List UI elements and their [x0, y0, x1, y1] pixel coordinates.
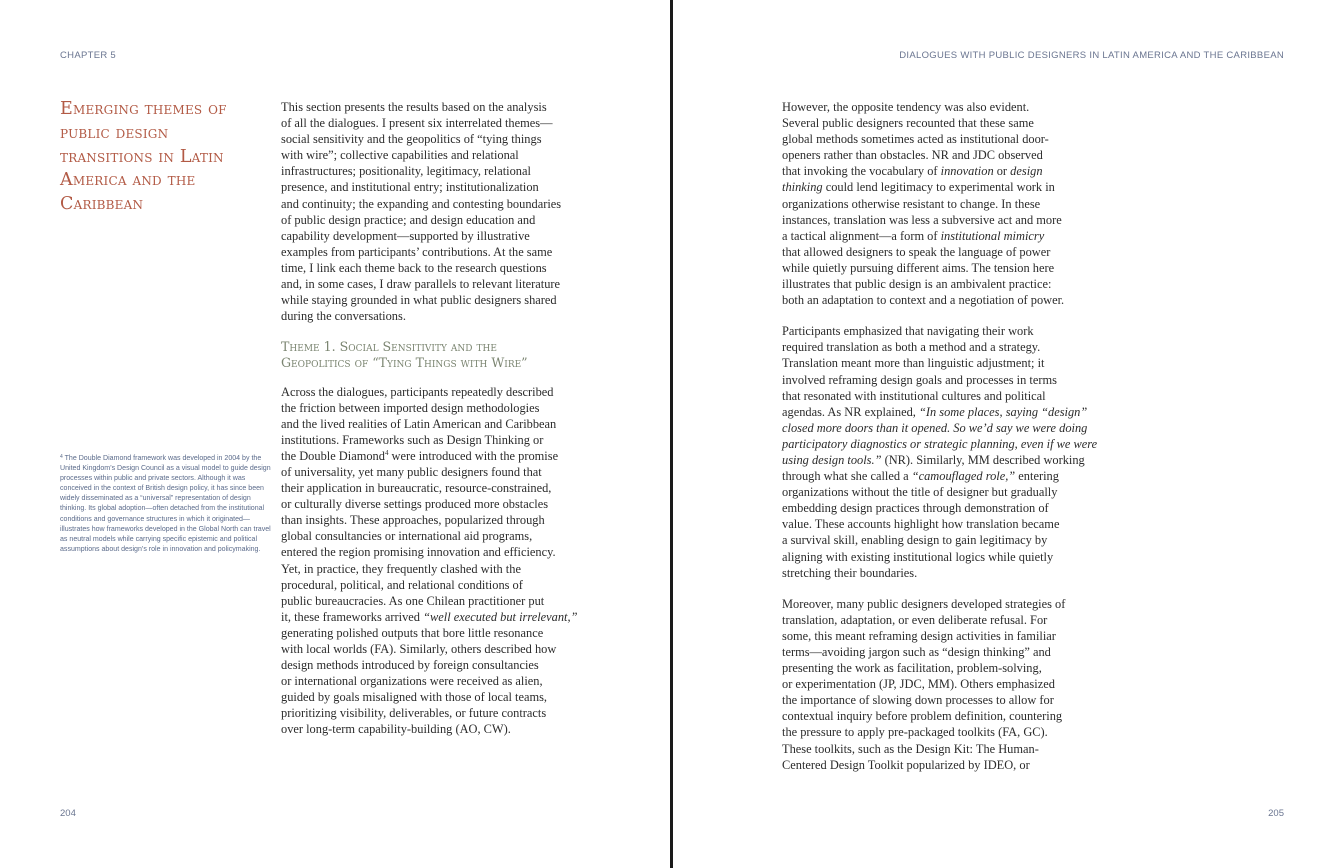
text-line: of all the dialogues. I present six interrelated themes— — [281, 116, 553, 131]
quote-italic: participatory diagnostics or strategic planning, even if we were — [782, 436, 1098, 451]
footnote — [60, 452, 272, 555]
text-line: their application in bureaucratic, resource-constrained, — [281, 481, 552, 496]
text-line: both an adaptation to context and a negotiation of power. — [782, 293, 1065, 308]
text-line — [782, 468, 1072, 484]
footnote-marker: 4 — [60, 454, 63, 460]
text-line: embedding design practices through demonstration of — [782, 501, 1049, 516]
text-line: prioritizing visibility, deliverables, or future contracts — [281, 706, 547, 721]
text-run: through what she called a — [782, 469, 912, 484]
text-line: Across the dialogues, participants repeatedly described — [281, 384, 554, 399]
text-line: presence, and institutional entry; institutionalization — [281, 180, 539, 195]
text-run: it, these frameworks arrived — [281, 609, 424, 624]
text-line: time, I link each theme back to the research questions — [281, 260, 547, 275]
text-line: with local worlds (FA). Similarly, others described how — [281, 642, 557, 656]
quote-italic: “well executed but irrelevant,” — [423, 609, 578, 624]
text-run: were introduced with the promise — [388, 448, 559, 463]
paragraph-opposite-tendency — [782, 99, 1072, 308]
text-line: procedural, political, and relational conditions of — [281, 577, 523, 592]
text-line — [782, 404, 1088, 420]
text-line: the pressure to apply pre-packaged toolkits (FA, GC). — [782, 725, 1048, 740]
page-number-right: 205 — [1268, 808, 1284, 819]
quote-italic: “In some places, saying “design” — [918, 404, 1088, 419]
text-line: the friction between imported design methodologies — [281, 400, 540, 415]
text-line: aligning with existing institutional logics while quietly — [782, 549, 1054, 564]
text-run: (NR). Similarly, MM described working — [881, 452, 1085, 467]
text-line: Moreover, many public designers developed strategies of — [782, 596, 1066, 611]
text-line: These toolkits, such as the Design Kit: The Human- — [782, 741, 1039, 756]
text-line: and continuity; the expanding and contesting boundaries — [281, 196, 562, 211]
text-line: of universality, yet many public designers found that — [281, 464, 542, 479]
text-run: could lend legitimacy to experimental work in — [822, 180, 1055, 195]
text-line: illustrates that public design is an ambivalent practice: — [782, 277, 1052, 292]
text-line: during the conversations. — [281, 309, 406, 324]
text-line: with wire”; collective capabilities and relational — [281, 148, 519, 163]
text-line: over long-term capability-building (AO, CW). — [281, 722, 511, 737]
text-line: and, in some cases, I draw parallels to relevant literature — [281, 277, 561, 292]
text-run: agendas. As NR explained, — [782, 404, 919, 419]
quote-italic: using design tools.” — [782, 452, 882, 467]
text-run: a tactical alignment—a form of — [782, 228, 941, 243]
text-line: Participants emphasized that navigating their work — [782, 324, 1034, 339]
running-head-right: DIALOGUES WITH PUBLIC DESIGNERS IN LATIN AMERICA AND THE CARIBBEAN — [899, 50, 1284, 61]
heading-line: Theme 1. Social Sensitivity and the — [281, 339, 497, 355]
text-line: the importance of slowing down processes to allow for — [782, 693, 1054, 708]
text-line: that resonated with institutional cultures and political — [782, 388, 1046, 403]
term-italic: institutional mimicry — [940, 228, 1045, 243]
text-line: public bureaucracies. As one Chilean practitioner put — [281, 593, 545, 608]
text-line: instances, translation was less a subversive act and more — [782, 212, 1062, 227]
theme-1-paragraph — [281, 384, 578, 738]
text-line: contextual inquiry before problem definition, countering — [782, 709, 1063, 724]
text-line: generating polished outputs that bore little resonance — [281, 625, 544, 640]
text-line: or culturally diverse settings produced more obstacles — [281, 497, 549, 512]
text-line — [782, 179, 1072, 195]
text-line — [281, 609, 578, 625]
text-line: that allowed designers to speak the language of power — [782, 244, 1051, 259]
text-line: guided by goals misaligned with those of local teams, — [281, 690, 548, 705]
text-line: translation, adaptation, or even deliberate refusal. For — [782, 612, 1048, 627]
right-body-column — [782, 99, 1098, 773]
text-line: capability development—supported by illustrative — [281, 228, 530, 243]
text-line: and the lived realities of Latin American and Caribbean — [281, 416, 557, 431]
text-line: infrastructures; positionality, legitimacy, relational — [281, 164, 531, 179]
text-line: presenting the work as facilitation, problem-solving, — [782, 661, 1042, 676]
text-line: of public design practice; and design education and — [281, 212, 536, 227]
text-run: or — [993, 164, 1011, 179]
left-page — [0, 0, 671, 868]
text-line: global consultancies or international aid programs, — [281, 529, 533, 544]
text-line: Several public designers recounted that these same — [782, 116, 1034, 131]
text-line: stretching their boundaries. — [782, 565, 918, 580]
theme-1-heading — [281, 339, 571, 370]
text-run: that invoking the vocabulary of — [782, 164, 941, 179]
page-number-left: 204 — [60, 808, 76, 819]
text-run: the Double Diamond — [281, 448, 385, 463]
text-line: involved reframing design goals and processes in terms — [782, 372, 1057, 387]
text-line: social sensitivity and the geopolitics of “tying things — [281, 132, 542, 147]
text-line: value. These accounts highlight how translation became — [782, 517, 1060, 532]
heading-line: Geopolitics of “Tying Things with Wire” — [281, 354, 528, 370]
text-line — [782, 420, 1088, 436]
footnote-text: The Double Diamond framework was developed in 2004 by the United Kingdom’s Design Council as a visual model to guide design processes within public and private sectors. Although it was conceived in the context of British design policy, it has since been widely disseminated as a “universal” representation of design thinking. Its global adoption—often detached from the institutional conditions and governance structures in which it originated—illustrates how frameworks developed in the Global North can travel as neutral models while carrying specific epistemic and political assumptions about design’s role in innovation and policymaking. — [60, 455, 271, 553]
term-italic: design — [1010, 164, 1043, 179]
text-line — [782, 228, 1072, 244]
text-line: This section presents the results based on the analysis — [281, 100, 547, 114]
running-head-left: CHAPTER 5 — [60, 50, 117, 61]
text-line: However, the opposite tendency was also evident. — [782, 100, 1030, 114]
paragraph-strategies — [782, 596, 1072, 773]
text-line: institutions. Frameworks such as Design Thinking or — [281, 432, 544, 447]
text-line: Yet, in practice, they frequently clashed with the — [281, 561, 521, 576]
text-line: a survival skill, enabling design to gain legitimacy by — [782, 533, 1048, 548]
text-line: some, this meant reframing design activities in familiar — [782, 628, 1056, 643]
intro-paragraph — [281, 99, 571, 324]
text-line: required translation as both a method and a strategy. — [782, 340, 1041, 355]
text-line: Translation meant more than linguistic adjustment; it — [782, 356, 1045, 371]
text-line: than insights. These approaches, popularized through — [281, 513, 545, 528]
text-line: or international organizations were received as alien, — [281, 674, 543, 689]
footnote-reference: 4 — [384, 448, 389, 457]
term-italic: innovation — [940, 164, 994, 179]
text-line — [281, 448, 571, 464]
text-line: while quietly pursuing different aims. The tension here — [782, 260, 1055, 275]
text-line: organizations otherwise resistant to change. In these — [782, 196, 1041, 211]
text-line: terms—avoiding jargon such as “design thinking” and — [782, 645, 1051, 659]
term-italic: thinking — [782, 180, 823, 195]
text-line: or experimentation (JP, JDC, MM). Others emphasized — [782, 677, 1055, 692]
text-run: entering — [1015, 469, 1059, 484]
text-line — [782, 436, 1098, 452]
text-line: design methods introduced by foreign consultancies — [281, 658, 539, 673]
text-line: while staying grounded in what public designers shared — [281, 293, 557, 308]
text-line: global methods sometimes acted as institutional door- — [782, 132, 1049, 147]
chapter-section-title: Emerging themes of public design transitions in Latin America and the Caribbean — [60, 99, 227, 215]
text-line: Centered Design Toolkit popularized by IDEO, or — [782, 757, 1030, 772]
quote-italic: “camouflaged role,” — [911, 469, 1016, 484]
text-line — [782, 452, 1085, 468]
text-line — [782, 163, 1072, 179]
paragraph-translation — [782, 323, 1098, 581]
text-line: entered the region promising innovation and efficiency. — [281, 545, 556, 560]
quote-italic: closed more doors than it opened. So we’d say we were doing — [782, 420, 1088, 435]
text-line: openers rather than obstacles. NR and JDC observed — [782, 148, 1043, 163]
left-body-column — [281, 99, 578, 738]
text-line: examples from participants’ contributions. At the same — [281, 244, 553, 259]
text-line: organizations without the title of designer but gradually — [782, 485, 1058, 500]
